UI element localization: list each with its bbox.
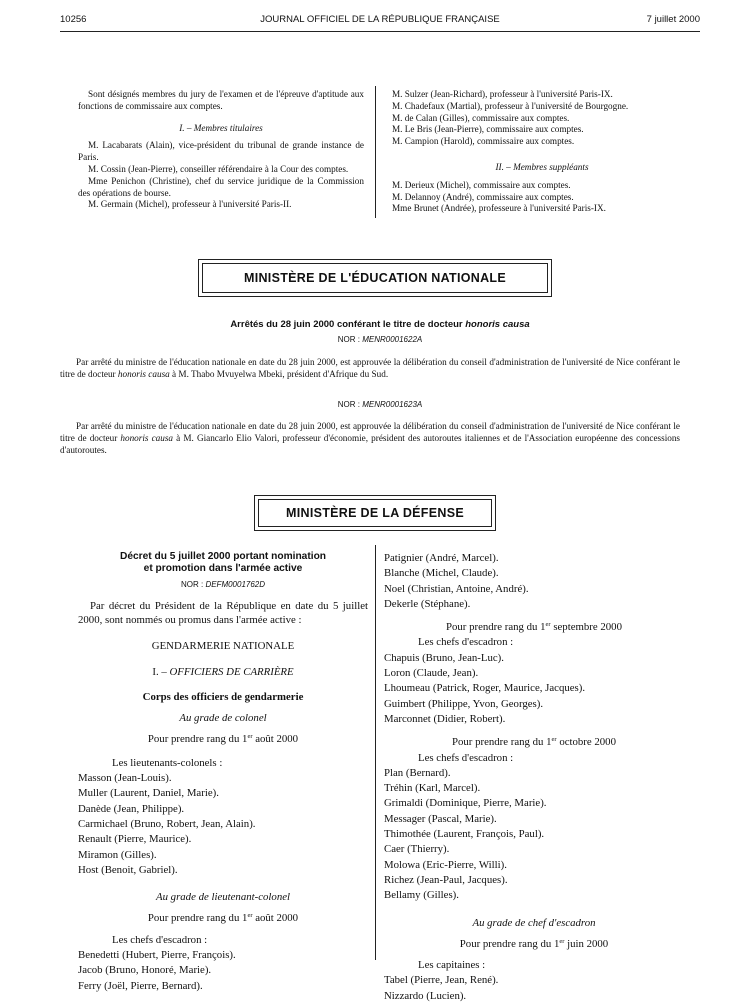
defense-right-column	[384, 551, 684, 1004]
officer-name: Richez (Jean-Paul, Jacques).	[384, 873, 508, 886]
nor-reference: NOR : MENR0001623A	[337, 400, 423, 409]
suppleants-heading: II. – Membres suppléants	[495, 161, 589, 172]
ministry-title: MINISTÈRE DE L'ÉDUCATION NATIONALE	[202, 263, 548, 293]
rank-label: Les lieutenants-colonels :	[112, 756, 223, 769]
rang-line: Pour prendre rang du 1er juin 2000	[459, 937, 609, 950]
nor-reference: NOR : DEFM0001762D	[180, 580, 266, 589]
member-line: M. Delannoy (André), commissaire aux comptes.	[392, 191, 574, 202]
rank-label: Les chefs d'escadron :	[418, 636, 514, 649]
rang-line: Pour prendre rang du 1er octobre 2000	[452, 736, 616, 749]
grade-heading: Au grade de lieutenant-colonel	[155, 891, 291, 904]
rang-line: Pour prendre rang du 1er septembre 2000	[446, 621, 622, 634]
officer-name: Dekerle (Stéphane).	[384, 597, 471, 610]
member-line: M. Sulzer (Jean-Richard), professeur à l'université Paris-IX.	[392, 89, 613, 99]
decree-intro: Par décret du Président de la République en date du 5 juillet 2000, sont nommés ou promus dans l'armée active :	[78, 600, 368, 626]
officer-name: Carmichael (Bruno, Robert, Jean, Alain).	[78, 817, 256, 830]
officer-name: Noel (Christian, Antoine, André).	[384, 582, 529, 595]
officer-name: Blanche (Michel, Claude).	[384, 567, 499, 580]
member-line: M. Le Bris (Jean-Pierre), commissaire aux comptes.	[392, 124, 584, 135]
member-line: M. de Calan (Gilles), commissaire aux comptes.	[392, 112, 570, 123]
officer-name: Tréhin (Karl, Marcel).	[384, 782, 481, 795]
officer-name: Loron (Claude, Jean).	[384, 667, 479, 680]
member-line: M. Germain (Michel), professeur à l'université Paris-II.	[88, 199, 292, 210]
rank-label: Les chefs d'escadron :	[112, 933, 208, 946]
member-line: Mme Brunet (Andrée), professeure à l'université Paris-IX.	[392, 203, 606, 214]
member-line: M. Chadefaux (Martial), professeur à l'université de Bourgogne.	[392, 100, 629, 111]
jury-intro: Sont désignés membres du jury de l'examen et de l'épreuve d'aptitude aux fonctions de commissaire aux comptes.	[78, 89, 364, 111]
column-divider	[375, 86, 376, 218]
arrete-paragraph: Par arrêté du ministre de l'éducation nationale en date du 28 juin 2000, est approuvée la délibération du conseil d'administration de l'université de Nice conférant le titre de docteur honoris causa à M. Giancarlo Elio Valori, professeur d'économie, président des autoroutes italiennes et de l'Association européenne des concessions d'autoroutes.	[60, 421, 681, 455]
officer-name: Benedetti (Hubert, Pierre, François).	[78, 949, 236, 962]
officer-name: Caer (Thierry).	[384, 843, 450, 856]
member-line: M. Campion (Harold), commissaire aux comptes.	[392, 136, 575, 147]
grade-heading: Au grade de colonel	[179, 712, 267, 725]
corps-heading: Corps des officiers de gendarmerie	[142, 690, 304, 703]
member-line: M. Derieux (Michel), commissaire aux comptes.	[392, 179, 571, 190]
arrete-paragraph: Par arrêté du ministre de l'éducation nationale en date du 28 juin 2000, est approuvée la délibération du conseil d'administration de l'université de Nice conférant le titre de docteur honoris causa à M. Thabo Mvuyelwa Mbeki, président d'Afrique du Sud.	[60, 357, 680, 379]
officiers-heading: I. – OFFICIERS DE CARRIÈRE	[152, 665, 294, 678]
jury-left-column	[78, 89, 364, 211]
nor-reference: NOR : MENR0001622A	[337, 335, 423, 344]
officer-name: Grimaldi (Dominique, Pierre, Marie).	[384, 797, 547, 810]
issue-date: 7 juillet 2000	[646, 14, 700, 25]
officer-name: Molowa (Eric-Pierre, Willi).	[384, 858, 507, 871]
officer-name: Thimothée (Laurent, François, Paul).	[384, 828, 545, 841]
officer-name: Plan (Bernard).	[384, 766, 451, 779]
header-rule	[60, 31, 700, 32]
column-divider	[375, 545, 376, 960]
officer-name: Jacob (Bruno, Honoré, Marie).	[78, 964, 212, 977]
officer-name: Guimbert (Philippe, Yvon, Georges).	[384, 697, 544, 710]
rank-label: Les chefs d'escadron :	[418, 751, 514, 764]
officer-name: Marconnet (Didier, Robert).	[384, 712, 506, 725]
officer-name: Muller (Laurent, Daniel, Marie).	[78, 787, 219, 800]
page-header	[60, 14, 700, 28]
rang-line: Pour prendre rang du 1er août 2000	[147, 912, 299, 925]
grade-heading: Au grade de chef d'escadron	[472, 916, 596, 929]
officer-name: Tabel (Pierre, Jean, René).	[384, 974, 499, 987]
officer-name: Host (Benoit, Gabriel).	[78, 863, 178, 876]
member-line: Mme Penichon (Christine), chef du service juridique de la Commission des opérations de bourse.	[78, 175, 364, 198]
member-line: M. Cossin (Jean-Pierre), conseiller référendaire à la Cour des comptes.	[88, 163, 349, 174]
arretes-title: Arrêtés du 28 juin 2000 conférant le titre de docteur honoris causa	[230, 319, 530, 330]
officer-name: Renault (Pierre, Maurice).	[78, 833, 192, 846]
decree-title: Décret du 5 juillet 2000 portant nomination et promotion dans l'armée active	[119, 551, 327, 574]
member-line: M. Lacabarats (Alain), vice-président du tribunal de grande instance de Paris.	[78, 140, 364, 163]
officer-name: Masson (Jean-Louis).	[78, 772, 172, 785]
officer-name: Patignier (André, Marcel).	[384, 552, 499, 564]
rang-line: Pour prendre rang du 1er août 2000	[147, 733, 299, 746]
officer-name: Ferry (Joël, Pierre, Bernard).	[78, 979, 203, 992]
page-number: 10256	[60, 14, 87, 25]
ministry-box-defense	[254, 495, 496, 531]
ministry-title: MINISTÈRE DE LA DÉFENSE	[258, 499, 492, 527]
ministry-box-education	[198, 259, 552, 297]
officer-name: Danède (Jean, Philippe).	[78, 802, 185, 815]
journal-title: JOURNAL OFFICIEL DE LA RÉPUBLIQUE FRANÇAISE	[260, 14, 500, 25]
defense-left-column	[78, 551, 368, 994]
officer-name: Lhoumeau (Patrick, Roger, Maurice, Jacques).	[384, 682, 586, 695]
rank-label: Les capitaines :	[418, 959, 486, 972]
officer-name: Nizzardo (Lucien).	[384, 989, 467, 1002]
jury-right-column	[392, 89, 692, 215]
officer-name: Messager (Pascal, Marie).	[384, 812, 497, 825]
officer-name: Chapuis (Bruno, Jean-Luc).	[384, 651, 504, 664]
officer-name: Miramon (Gilles).	[78, 848, 157, 861]
titulaires-heading: I. – Membres titulaires	[179, 122, 263, 133]
officer-name: Bellamy (Gilles).	[384, 889, 459, 902]
gendarmerie-heading: GENDARMERIE NATIONALE	[151, 640, 295, 653]
